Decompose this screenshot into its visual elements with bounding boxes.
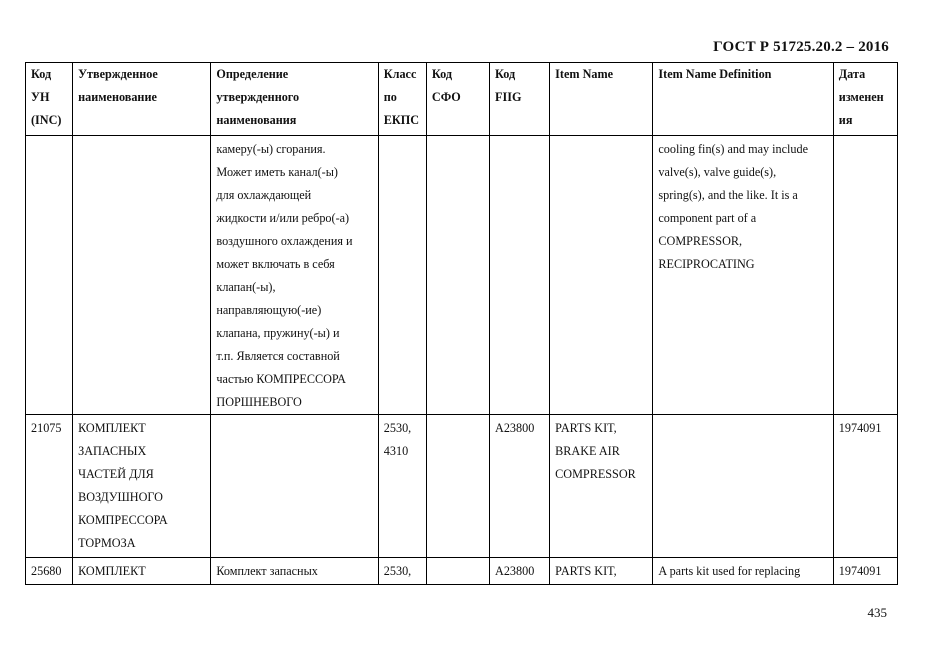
column-header-approved-name: Утвержденное наименование bbox=[73, 63, 211, 136]
cell-item-name-definition: A parts kit used for replacing bbox=[653, 558, 833, 585]
cell-item-name-definition: cooling fin(s) and may include valve(s), valve guide(s), spring(s), and the like. It is a component part of a COMPRESSOR, RECIPROCATING bbox=[653, 136, 833, 415]
column-header-fiig-code: Код FIIG bbox=[490, 63, 550, 136]
cell-fiig-code bbox=[490, 136, 550, 415]
page-number: 435 bbox=[867, 605, 887, 620]
document-standard-header: ГОСТ Р 51725.20.2 – 2016 bbox=[713, 39, 889, 55]
cell-ekps-class: 2530, bbox=[378, 558, 426, 585]
cell-item-name bbox=[550, 136, 653, 415]
column-header-item-name: Item Name bbox=[550, 63, 653, 136]
table-row bbox=[26, 415, 898, 558]
column-header-ekps-class: Класс по ЕКПС bbox=[378, 63, 426, 136]
cell-sfo-code bbox=[426, 558, 489, 585]
cell-change-date bbox=[833, 136, 897, 415]
cell-ekps-class: 2530, 4310 bbox=[378, 415, 426, 558]
cell-approved-name: КОМПЛЕКТ ЗАПАСНЫХ ЧАСТЕЙ ДЛЯ ВОЗДУШНОГО КОМПРЕССОРА ТОРМОЗА bbox=[73, 415, 211, 558]
cell-approved-name bbox=[73, 136, 211, 415]
cell-item-name: PARTS KIT, BRAKE AIR COMPRESSOR bbox=[550, 415, 653, 558]
cell-definition bbox=[211, 415, 378, 558]
cell-change-date: 1974091 bbox=[833, 415, 897, 558]
cell-ekps-class bbox=[378, 136, 426, 415]
column-header-sfo-code: Код СФО bbox=[426, 63, 489, 136]
cell-inc bbox=[26, 136, 73, 415]
cell-definition: Комплект запасных bbox=[211, 558, 378, 585]
column-header-definition: Определение утвержденного наименования bbox=[211, 63, 378, 136]
cell-inc: 21075 bbox=[26, 415, 73, 558]
column-header-inc: Код УН (INC) bbox=[26, 63, 73, 136]
column-header-item-name-definition: Item Name Definition bbox=[653, 63, 833, 136]
cell-change-date: 1974091 bbox=[833, 558, 897, 585]
classification-table bbox=[25, 62, 898, 585]
cell-fiig-code: A23800 bbox=[490, 558, 550, 585]
cell-fiig-code: A23800 bbox=[490, 415, 550, 558]
cell-approved-name: КОМПЛЕКТ bbox=[73, 558, 211, 585]
cell-sfo-code bbox=[426, 136, 489, 415]
table-header-row bbox=[26, 63, 898, 136]
table-row bbox=[26, 558, 898, 585]
column-header-change-date: Дата изменен ия bbox=[833, 63, 897, 136]
table-row bbox=[26, 136, 898, 415]
cell-sfo-code bbox=[426, 415, 489, 558]
cell-item-name: PARTS KIT, bbox=[550, 558, 653, 585]
cell-definition: камеру(-ы) сгорания. Может иметь канал(-ы) для охлаждающей жидкости и/или ребро(-а) воздушного охлаждения и может включать в себя клапан(-ы), направляющую(-ие) клапана, пружину(-ы) и т.п. Является составной частью КОМПРЕССОРА ПОРШНЕВОГО bbox=[211, 136, 378, 415]
cell-item-name-definition bbox=[653, 415, 833, 558]
cell-inc: 25680 bbox=[26, 558, 73, 585]
